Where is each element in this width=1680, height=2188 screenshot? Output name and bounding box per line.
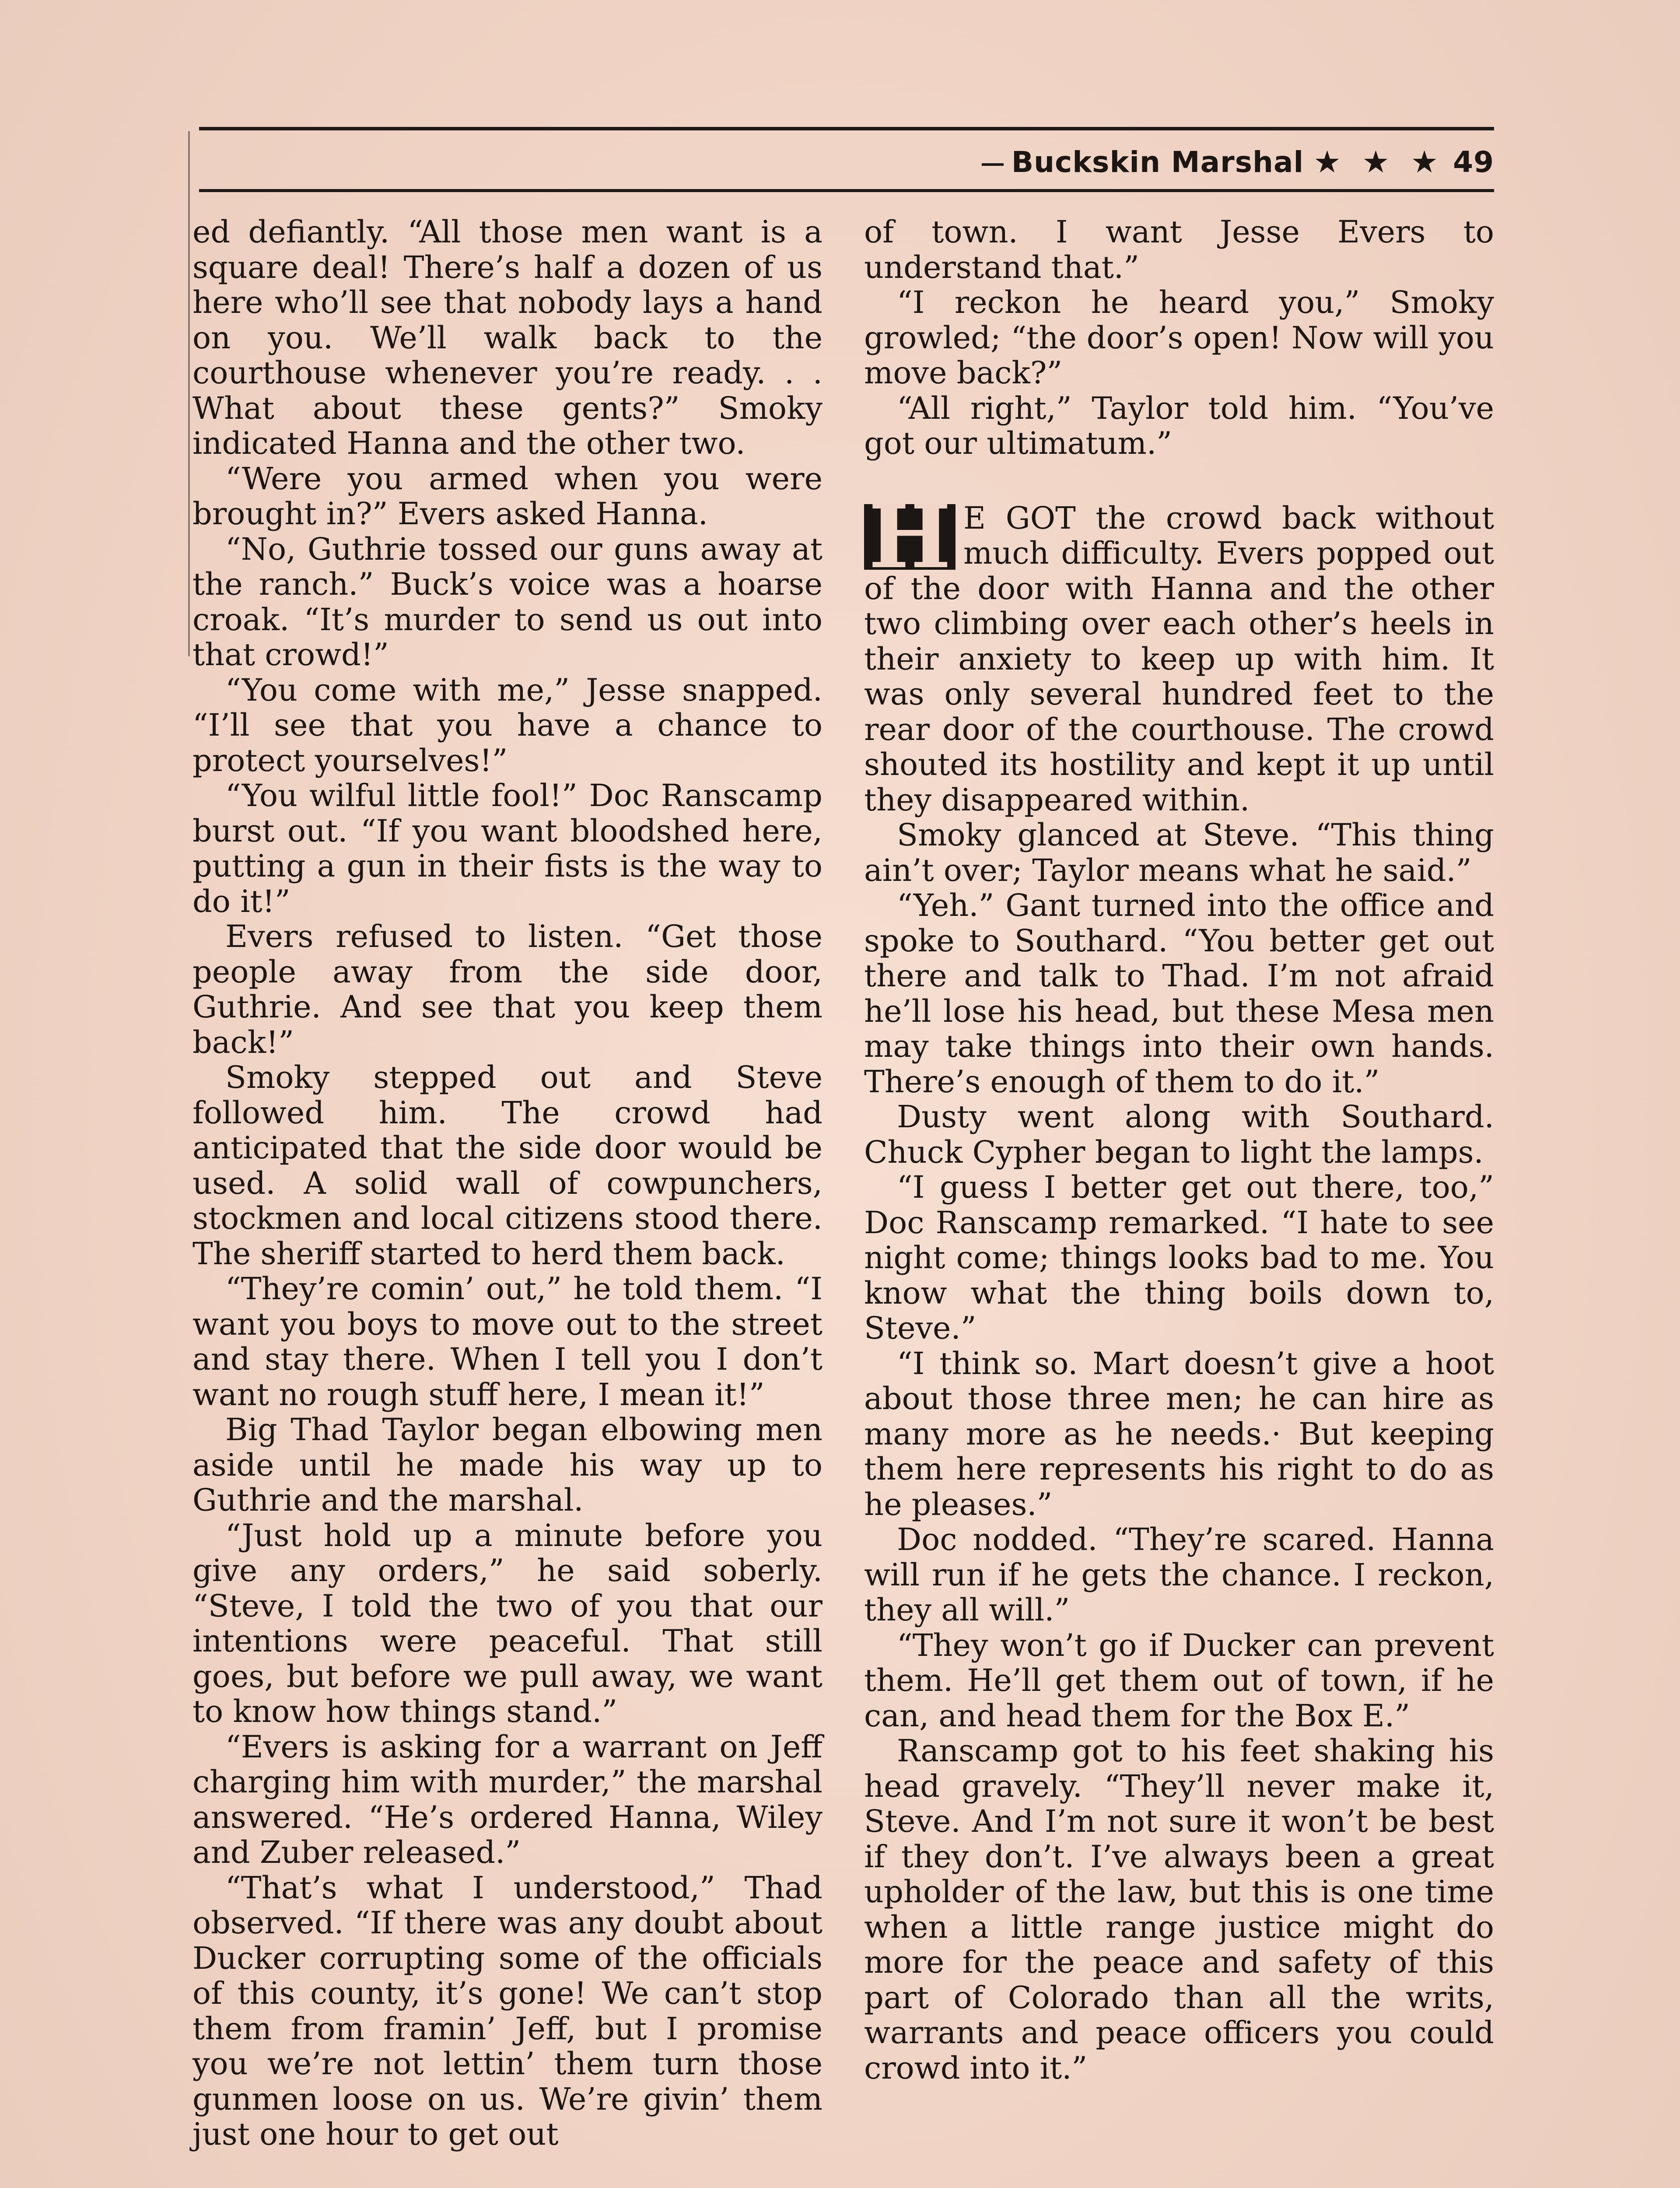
paragraph: “No, Guthrie tossed our guns away at the ranch.” Buck’s voice was a hoarse croak. “It’s murder to send us out into that crowd!” [192,531,822,673]
paragraph: of town. I want Jesse Evers to understand that.” [864,214,1494,285]
left-column [192,214,822,2188]
paragraph: “You come with me,” Jesse snapped. “I’ll see that you have a chance to protect yourselves!” [192,672,822,778]
drop-cap: H [864,504,956,570]
paragraph: “I reckon he heard you,” Smoky growled; “the door’s open! Now will you move back?” [864,284,1494,391]
paragraph: ed defiantly. “All those men want is a square deal! There’s half a dozen of us here who’ll see that nobody lays a hand on you. We’ll walk back to the courthouse whenever you’re ready. . . What about these gents?” Smoky indicated Hanna and the other two. [192,214,822,461]
right-column [864,214,1494,2188]
paragraph: Dusty went along with Southard. Chuck Cypher began to light the lamps. [864,1099,1494,1170]
paragraph: “I guess I better get out there, too,” Doc Ranscamp remarked. “I hate to see night come; things looks bad to me. You know what the thing boils down to, Steve.” [864,1169,1494,1346]
paragraph: “I think so. Mart doesn’t give a hoot about those three men; he can hire as many more as he needs.· But keeping them here represents his right to do as he pleases.” [864,1345,1494,1522]
paragraph: Evers refused to listen. “Get those people away from the side door, Guthrie. And see that you keep them back!” [192,919,822,1060]
paragraph: “They’re comin’ out,” he told them. “I want you boys to move out to the street and stay there. When I tell you I don’t want no rough stuff here, I mean it!” [192,1271,822,1413]
paragraph: “That’s what I understood,” Thad observed. “If there was any doubt about Ducker corrupting some of the officials of this county, it’s gone! We can’t stop them from framin’ Jeff, but I promise you we’re not lettin’ them turn those gunmen loose on us. We’re givin’ them just one hour to get out [192,1869,822,2152]
section-first-paragraph: E GOT the crowd back without much difficulty. Evers popped out of the door with Hanna and the other two climbing over each other’s heels in their anxiety to keep up with him. It was only several hundred feet to the rear door of the courthouse. The crowd shouted its hostility and kept it up until they disappeared within. [864,500,1494,818]
paragraph: “You wilful little fool!” Doc Ranscamp burst out. “If you want bloodshed here, putting a gun in their fists is the way to do it!” [192,778,822,919]
paragraph: “Just hold up a minute before you give any orders,” he said soberly. “Steve, I told the two of you that our intentions were peaceful. That still goes, but before we pull away, we want to know how things stand.” [192,1517,822,1729]
header-lead-dash [982,163,1004,166]
running-header [199,136,1494,188]
paragraph: Doc nodded. “They’re scared. Hanna will run if he gets the chance. I reckon, they all will.” [864,1522,1494,1628]
paragraph: “All right,” Taylor told him. “You’ve got our ultimatum.” [864,390,1494,461]
header-rule-bottom [199,189,1494,192]
header-stars: ★ ★ ★ [1313,144,1444,180]
header-title: Buckskin Marshal [1011,145,1304,179]
paragraph: Smoky glanced at Steve. “This thing ain’t over; Taylor means what he said.” [864,817,1494,888]
header-rule-top [199,127,1494,130]
paragraph: “Evers is asking for a warrant on Jeff charging him with murder,” the marshal answered. “He’s ordered Hanna, Wiley and Zuber released.” [192,1729,822,1870]
paragraph: “Were you armed when you were brought in?” Evers asked Hanna. [192,460,822,532]
paragraph: Ranscamp got to his feet shaking his head gravely. “They’ll never make it, Steve. And I’m not sure it won’t be best if they don’t. I’ve always been a great upholder of the law, but this is one time when a little range justice might do more for the peace and safety of this part of Colorado than all the writs, warrants and peace officers you could crowd into it.” [864,1733,1494,2086]
paragraph: “Yeh.” Gant turned into the office and spoke to Southard. “You better get out there and talk to Thad. I’m not afraid he’ll lose his head, but these Mesa men may take things into their own hands. There’s enough of them to do it.” [864,887,1494,1100]
page-number: 49 [1453,145,1494,179]
paragraph: Big Thad Taylor began elbowing men aside until he made his way up to Guthrie and the marshal. [192,1412,822,1518]
paragraph: Smoky stepped out and Steve followed him. The crowd had anticipated that the side door would be used. A solid wall of cowpunchers, stockmen and local citizens stood there. The sheriff started to herd them back. [192,1059,822,1272]
section-break [864,485,1494,818]
paragraph: “They won’t go if Ducker can prevent them. He’ll get them out of town, if he can, and head them for the Box E.” [864,1627,1494,1734]
page-edge-line [188,131,190,656]
